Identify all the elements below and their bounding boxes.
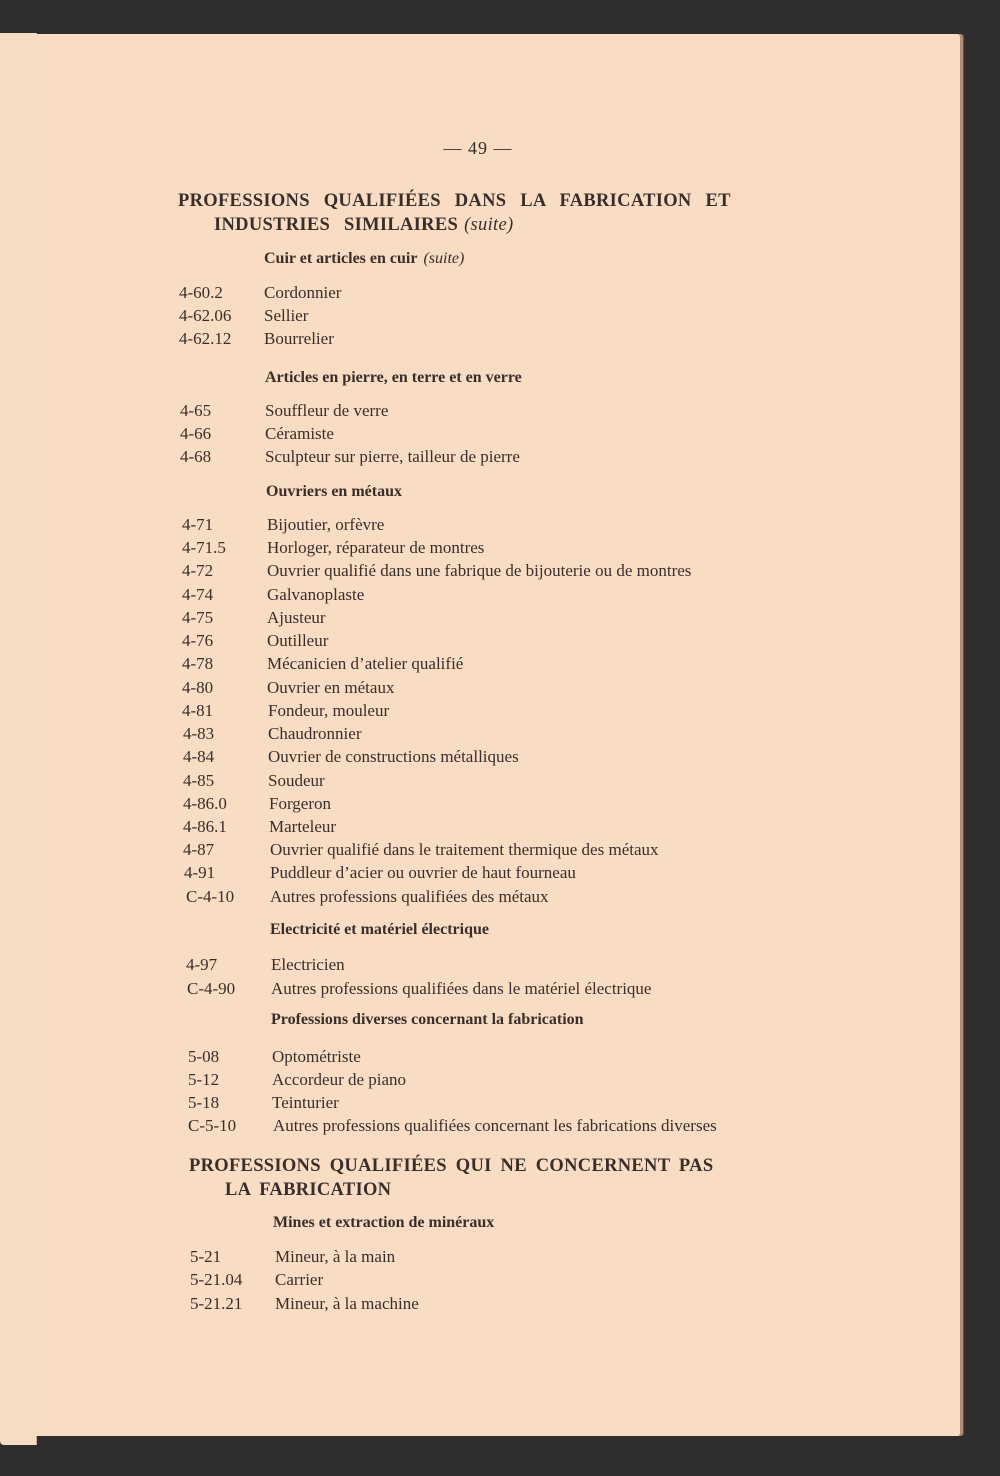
item-code: 4-80: [182, 678, 214, 697]
item-label: Autres professions qualifiées dans le matériel électrique: [271, 979, 652, 998]
item-code: 4-71.5: [182, 538, 226, 557]
group-heading-text: Mines et extraction de minéraux: [273, 1214, 495, 1231]
item-code: 4-76: [182, 631, 214, 650]
group-heading: [266, 483, 402, 501]
item-code: 4-62.06: [179, 306, 232, 325]
group-heading-text: Articles en pierre, en terre et en verre: [265, 369, 522, 386]
section-heading-line1: PROFESSIONS QUALIFIÉES DANS LA FABRICATION ET: [178, 191, 731, 211]
item-code: 5-21: [190, 1247, 222, 1266]
item-label: Soudeur: [268, 771, 325, 790]
item-label: Ouvrier qualifié dans une fabrique de bijouterie ou de montres: [267, 561, 692, 580]
item-code: 4-83: [183, 724, 215, 743]
section-heading-line2: LA FABRICATION: [225, 1180, 392, 1200]
item-code: 4-87: [183, 840, 215, 859]
item-label: Horloger, réparateur de montres: [267, 538, 485, 557]
item-label: Mineur, à la machine: [275, 1294, 419, 1313]
item-code: C-5-10: [188, 1116, 237, 1135]
group-heading-text: Cuir et articles en cuir: [264, 250, 418, 267]
item-code: 4-60.2: [179, 283, 223, 302]
item-label: Bourrelier: [264, 329, 334, 348]
item-code: 5-21.21: [190, 1294, 243, 1313]
item-code: 4-81: [182, 701, 214, 720]
group-heading-text: Professions diverses concernant la fabrication: [271, 1011, 584, 1028]
item-label: Galvanoplaste: [267, 585, 365, 604]
item-code: 4-91: [184, 863, 216, 882]
group-heading: [264, 250, 464, 268]
item-label: Outilleur: [267, 631, 329, 650]
group-heading-suffix: (suite): [423, 250, 465, 267]
section-heading-line1: PROFESSIONS QUALIFIÉES QUI NE CONCERNENT PAS: [189, 1156, 714, 1176]
item-label: Mécanicien d’atelier qualifié: [267, 654, 464, 673]
document-page: [36, 34, 960, 1436]
page-number: [36, 138, 960, 159]
item-code: 4-68: [180, 447, 212, 466]
item-label: Sellier: [264, 306, 309, 325]
item-code: 5-08: [188, 1047, 220, 1066]
item-label: Bijoutier, orfèvre: [267, 515, 385, 534]
item-code: 4-84: [183, 747, 215, 766]
item-label: Céramiste: [265, 424, 334, 443]
item-label: Accordeur de piano: [272, 1070, 407, 1089]
item-label: Optométriste: [272, 1047, 361, 1066]
item-code: 5-21.04: [190, 1270, 243, 1289]
item-label: Souffleur de verre: [265, 401, 389, 420]
section-heading: [189, 1154, 713, 1202]
item-code: 4-78: [182, 654, 214, 673]
section-heading: [178, 189, 731, 237]
item-code: 4-62.12: [179, 329, 232, 348]
group-heading: [271, 1011, 584, 1029]
item-label: Sculpteur sur pierre, tailleur de pierre: [265, 447, 520, 466]
item-code: C-4-90: [187, 979, 236, 998]
item-code: 4-75: [182, 608, 214, 627]
item-code: 4-86.1: [183, 817, 227, 836]
item-label: Carrier: [275, 1270, 324, 1289]
page-number-text: — 49 —: [443, 138, 513, 158]
item-code: 4-66: [180, 424, 212, 443]
group-heading-text: Ouvriers en métaux: [266, 483, 402, 500]
item-label: Fondeur, mouleur: [268, 701, 390, 720]
section-heading-line2: INDUSTRIES SIMILAIRES: [214, 215, 459, 235]
item-label: Autres professions qualifiées concernant les fabrications diverses: [273, 1116, 717, 1135]
group-heading-text: Electricité et matériel électrique: [270, 921, 489, 938]
item-code: 4-85: [183, 771, 215, 790]
item-code: 4-97: [186, 955, 218, 974]
item-code: 5-12: [188, 1070, 220, 1089]
item-code: 4-72: [182, 561, 214, 580]
item-code: 4-71: [182, 515, 214, 534]
item-label: Ajusteur: [267, 608, 326, 627]
section-heading-suffix: (suite): [464, 215, 514, 235]
item-label: Marteleur: [269, 817, 337, 836]
item-code: 4-86.0: [183, 794, 227, 813]
item-label: Electricien: [271, 955, 345, 974]
item-label: Forgeron: [269, 794, 332, 813]
item-label: Autres professions qualifiées des métaux: [270, 887, 549, 906]
item-label: Ouvrier de constructions métalliques: [268, 747, 519, 766]
item-code: 5-18: [188, 1093, 220, 1112]
item-label: Ouvrier en métaux: [267, 678, 395, 697]
item-label: Puddleur d’acier ou ouvrier de haut fourneau: [270, 863, 576, 882]
item-label: Mineur, à la main: [275, 1247, 396, 1266]
item-label: Teinturier: [272, 1093, 339, 1112]
group-heading: [265, 369, 522, 387]
item-label: Chaudronnier: [268, 724, 362, 743]
previous-page-edge: [0, 33, 37, 1445]
group-heading: [273, 1214, 494, 1232]
item-code: 4-74: [182, 585, 214, 604]
group-heading: [270, 921, 489, 939]
item-label: Cordonnier: [264, 283, 342, 302]
item-code: C-4-10: [186, 887, 235, 906]
item-label: Ouvrier qualifié dans le traitement thermique des métaux: [270, 840, 659, 859]
item-code: 4-65: [180, 401, 212, 420]
